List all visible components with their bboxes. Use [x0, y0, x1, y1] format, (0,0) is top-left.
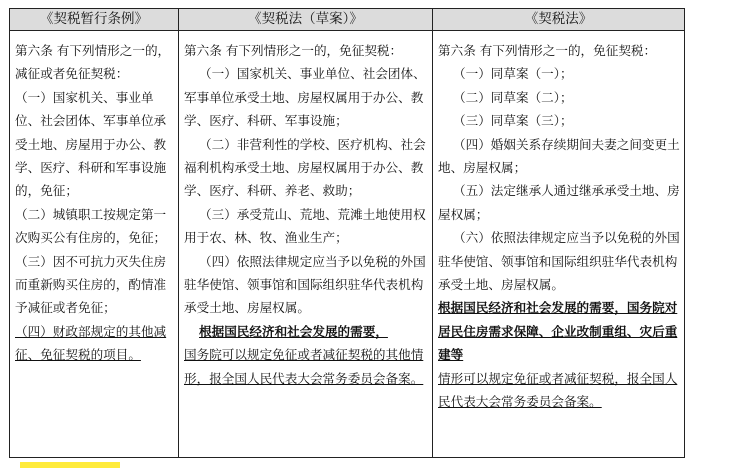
article-six-intro: 第六条 有下列情形之一的，免征契税： [438, 43, 657, 58]
clause-1: （一）同草案（一）； [453, 66, 573, 82]
clause-1: （一）国家机关、事业单位、社会团体、军事单位承受土地、房屋权属用于办公、教学、医疗、科研、军事设施； [184, 66, 426, 129]
clause-2: （二）城镇职工按规定第一次购买公有住房的，免征； [15, 206, 167, 246]
clause-4: （四）婚姻关系存续期间夫妻之间变更土地、房屋权属； [438, 136, 680, 176]
clause-3: （三）因不可抗力灭失住房而重新购买住房的，酌情准予减征或者免征； [15, 253, 167, 316]
bold-lead-text: 根据国民经济和社会发展的需要，国务院对居民住房需求保障、企业改制重组、灾后重建等 [438, 300, 678, 363]
comparison-table [9, 8, 685, 458]
state-council-clause: 国务院可以规定免征或者减征契税的其他情形，报全国人民代表大会常务委员会备案。 [184, 347, 424, 386]
header-row [10, 9, 685, 31]
clause-6: （六）依照法律规定应当予以免税的外国驻华使馆、领事馆和国际组织驻华代表机构承受土地、房屋权属。 [438, 230, 680, 293]
highlight-mark [20, 462, 120, 468]
article-six-intro: 第六条 有下列情形之一的，减征或者免征契税： [15, 43, 171, 82]
clause-2: （二）非营利性的学校、医疗机构、社会福利机构承受土地、房屋权属用于办公、教学、医疗、科研、养老、救助； [184, 136, 426, 199]
clause-4: （四）财政部规定的其他减征、免征契税的项目。 [15, 323, 167, 363]
cell-final-law [433, 31, 685, 458]
header-draft-law: 《契税法（草案）》 [179, 9, 433, 31]
clause-1: （一）国家机关、事业单位、社会团体、军事单位承受土地、房屋用于办公、教学、医疗、科研和军事设施的，免征； [15, 89, 167, 199]
cell-interim-regulations [10, 31, 179, 458]
article-six-intro: 第六条 有下列情形之一的，免征契税： [184, 43, 403, 58]
header-interim-regulations: 《契税暂行条例》 [10, 9, 179, 31]
content-row [10, 31, 685, 458]
clause-3: （三）承受荒山、荒地、荒滩土地使用权用于农、林、牧、渔业生产； [184, 206, 426, 246]
clause-3: （三）同草案（三）； [453, 113, 573, 129]
header-final-law: 《契税法》 [433, 9, 685, 31]
clause-5: （五）法定继承人通过继承承受土地、房屋权属； [438, 183, 680, 222]
bold-lead-text: 根据国民经济和社会发展的需要， [199, 323, 388, 339]
state-council-clause: 情形可以规定免征或者减征契税，报全国人民代表大会常务委员会备案。 [438, 370, 678, 410]
cell-draft-law [179, 31, 433, 458]
clause-4: （四）依照法律规定应当予以免税的外国驻华使馆、领事馆和国际组织驻华代表机构承受土地、房屋权属。 [184, 253, 426, 316]
clause-2: （二）同草案（二）； [453, 89, 573, 105]
